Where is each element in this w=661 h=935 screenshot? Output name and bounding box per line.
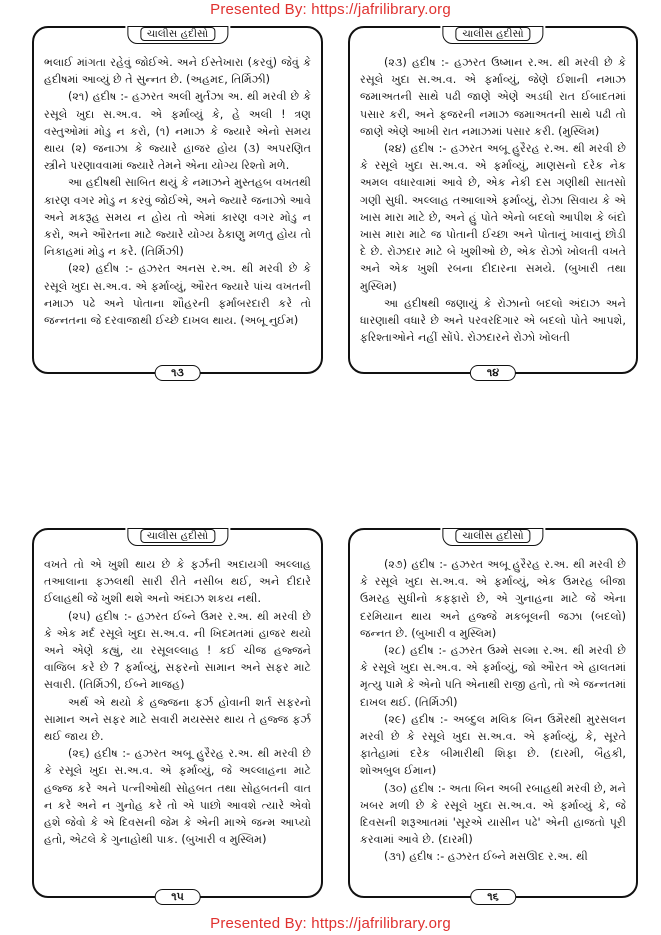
hadith-26: (૨૬) હદીષ :- હઝરત અબૂ હુરૈરહ ર.અ. થી મરવી છે કે રસૂલે ખુદા સ.અ.વ. એ ફર્માવ્યું, જે અલ્લાહના માટે હજ્જ કરે અને પત્નીઓથી સોહબત તથા સોહબતની વાત ન કરે અને ન ગુનોહ કરે તો એ પાછો આવશે ત્યારે એવો હશે જેવો કે એ દિવસની જેમ કે એની માએ જન્મ આપ્યો હતો, એટલે કે ગુનાહોથી પાક. (બુખારી વ મુસ્લિમ) [44, 747, 311, 847]
page-header-label: ચાલીસ હદીસો [140, 27, 215, 41]
page-body [360, 54, 626, 354]
paragraph: વખતે તો એ ખુશી થાય છે કે ફર્ઝની અદાયગી અલ્લાહ તઆલાના ફઝલથી સારી રીતે નસીબ થઈ, અને દીદારે ઈલાહથી જે ખુશી થશે અનો અંદાઝ શકય નથી. [44, 558, 311, 606]
hadith-24: (૨૪) હદીષ :- હઝરત અબૂ હુરૈરહ ર.અ. થી મરવી છે કે રસૂલે ખુદા સ.અ.વ. એ ફર્માવ્યું, માણસનો દરેક નેક અમલ વધારવામાં આવે છે, એક નેકી દસ ગણીથી સાતસો ગણી સુધી. અલ્લાહ તઆલાએ ફર્માવ્યું, રોઝા સિવાય કે એ ખાસ મારા માટે છે, અને હું પોતે એનો બદલો આપીશ કે બંદો ખાસ મારા માટે જ પોતાની ઈચ્છા અને પોતાનું ખાવાનું છોડી દે છે. રોઝદાર માટે બે ખુશીઓ છે, એક રોઝો ખોલતી વખતે અને એક ખુશી રબના દીદારના સમયે. (બુખારી તથા મુસ્લિમ) [360, 142, 626, 293]
presented-by-banner-top[interactable]: Presented By: https://jafrilibrary.org [210, 1, 451, 18]
page-header [442, 528, 543, 546]
page-number: ૧૫ [154, 889, 201, 905]
page-header [127, 26, 228, 44]
paragraph: ભલાઈ માંગતા રહેવું જોઈએ. અને ઈસ્તેખારા (કરવું) જેવું કે હદીષમાં આવ્યું છે તે સુન્નત છે. (અહમદ, તિર્મિઝી) [44, 56, 311, 87]
page-header [127, 528, 228, 546]
page-header [442, 26, 543, 44]
commentary: અર્થ એ થયો કે હજ્જના ફર્ઝ હોવાની શર્ત સફરનો સામાન અને સફર માટે સવારી મયસ્સર થાય તે હજ્જ ફર્ઝ થઈ જાય છે. [44, 695, 311, 744]
hadith-28: (૨૮) હદીષ :- હઝરત ઉમ્મે સલ્મા ર.અ. થી મરવી છે કે રસૂલે ખુદા સ.અ.વ. એ ફર્માવ્યું, જો ઔરત એ હાલતમાં મૃત્યુ પામે કે એનો પતિ એનાથી રાજી હતો, તો એ જન્નતમાં દાખલ થઈ. (તિર્મિઝી) [360, 644, 626, 709]
page-body [44, 556, 311, 878]
book-page-15 [32, 528, 323, 903]
hadith-30: (૩૦) હદીષ :- અતા બિન અબી રબાહથી મરવી છે, મને ખબર મળી છે કે રસૂલે ખુદા સ.અ.વ. એ ફર્માવ્યું કે, જે દિવસની શરૂઆતમાં 'સૂરએ યાસીન પઢે' એની હાજતો પૂરી કરવામાં આવે છે. (દારમી) [360, 781, 626, 847]
hadith-22: (૨૨) હદીષ :- હઝરત અનસ ર.અ. થી મરવી છે કે રસૂલે ખુદા સ.અ.વ. એ ફર્માવ્યું, ઔરત જ્યારે પાંચ વખતની નમાઝ પઢે અને પોતાના શૌહરની ફર્માબરદારી કરે તો જન્નતના જે દરવાજાથી ઈચ્છે દાખલ થાય. (અબૂ નુઈમ) [44, 262, 311, 328]
page-body [44, 54, 311, 354]
presented-by-banner-bottom[interactable]: Presented By: https://jafrilibrary.org [210, 915, 451, 932]
hadith-27: (૨૭) હદીષ :- હઝરત અબૂ હુરૈરહ ર.અ. થી મરવી છે કે રસૂલે ખુદા સ.અ.વ. એ ફર્માવ્યું, એક ઉમરહ બીજા ઉમરહ સુધીનો કફ્ફારો છે, એ ગુનાહના માટે જે એના દરમિયાન થાય અને હજ્જે મકબૂલની જઝા (બદલો) જન્નત છે. (બુખારી વ મુસ્લિમ) [360, 558, 626, 640]
commentary: આ હદીષથી સાબિત થયું કે નમાઝને મુસ્તહબ વખતથી કારણ વગર મોડુ ન કરવું જોઈએ, અને જ્યારે જનાઝો આવે અને મકરૂહ સમય ન હોય તો એમાં કારણ વગર મોડુ ન કરો, અને ઔરતના માટે જ્યારે યોગ્ય ઠેકાણુ મળતુ હોય તો નિકાહમાં મોડુ ન કરે. (તિર્મિઝી) [44, 176, 311, 259]
hadith-23: (૨૩) હદીષ :- હઝરત ઉષ્માન ર.અ. થી મરવી છે કે રસૂલે ખુદા સ.અ.વ. એ ફર્માવ્યું, જેણે ઈશાની નમાઝ જમાઅતની સાથે પઢી જાણે એણે અડધી રાત ઈબાદતમાં પસાર કરી, અને ફજરની નમાઝ જમાઅતની સાથે પઢી તો જાણે એણે આખી રાત નમાઝમાં પસાર કરી. (મુસ્લિમ) [360, 56, 626, 138]
page-body [360, 556, 626, 878]
page-number: ૧૪ [470, 365, 516, 381]
book-page-13 [32, 26, 323, 379]
hadith-21: (૨૧) હદીષ :- હઝરત અલી મુર્તઝા અ. થી મરવી છે કે રસૂલે ખુદા સ.અ.વ. એ ફર્માવ્યું કે, હે અલી ! ત્રણ વસ્તુઓમાં મોડુ ન કરો, (૧) નમાઝ કે જ્યારે એનો સમય થાય (૨) જનાઝા કે જ્યારે હાજર હોય (૩) અપરણિત સ્ત્રીને પરણાવવામાં જ્યારે તેમને એના યોગ્ય રિશ્તો મળે. [44, 90, 311, 173]
page-number: ૧૬ [470, 889, 516, 905]
book-page-16 [348, 528, 638, 903]
hadith-25: (૨૫) હદીષ :- હઝરત ઈબ્ને ઉમર ર.અ. થી મરવી છે કે એક મર્દ રસૂલે ખુદા સ.અ.વ. ની ખિદમતમાં હાજર થયો અને એણે કહ્યું, યા રસૂલલ્લાહ ! કઈ ચીજ હજ્જને વાજિબ કરે છે ? ફર્માવ્યું, સફરનો સામાન અને સફર માટે સવારી. (તિર્મિઝી, ઈબ્ને માજહ) [44, 609, 311, 692]
book-page-14 [348, 26, 638, 379]
page-header-label: ચાલીસ હદીસો [140, 529, 215, 543]
hadith-29: (૨૯) હદીષ :- અબ્દુલ મલિક બિન ઉમૈરથી મુરસલન મરવી છે કે રસૂલે ખુદા સ.અ.વ. એ ફર્માવ્યું, કે, સૂરતે ફાતેહામાં દરેક બીમારીથી શિફા છે. (દારમી, બૈહકી, શોઅબુલ ઈમાન) [360, 712, 626, 778]
hadith-31: (૩૧) હદીષ :- હઝરત ઈબ્ને મસઊદ ર.અ. થી [384, 850, 588, 864]
page-header-label: ચાલીસ હદીસો [455, 27, 530, 41]
page-number: ૧૩ [154, 365, 201, 381]
page-header-label: ચાલીસ હદીસો [455, 529, 530, 543]
commentary: આ હદીષથી જણાયું કે રોઝાનો બદલો અંદાઝ અને ધારણાથી વધારે છે અને પરવરદિગાર એ બદલો પોતે આપશે, ફરિશ્તાઓને નહીં સોંપે. રોઝદારને રોઝો ખોલતી [360, 296, 626, 345]
